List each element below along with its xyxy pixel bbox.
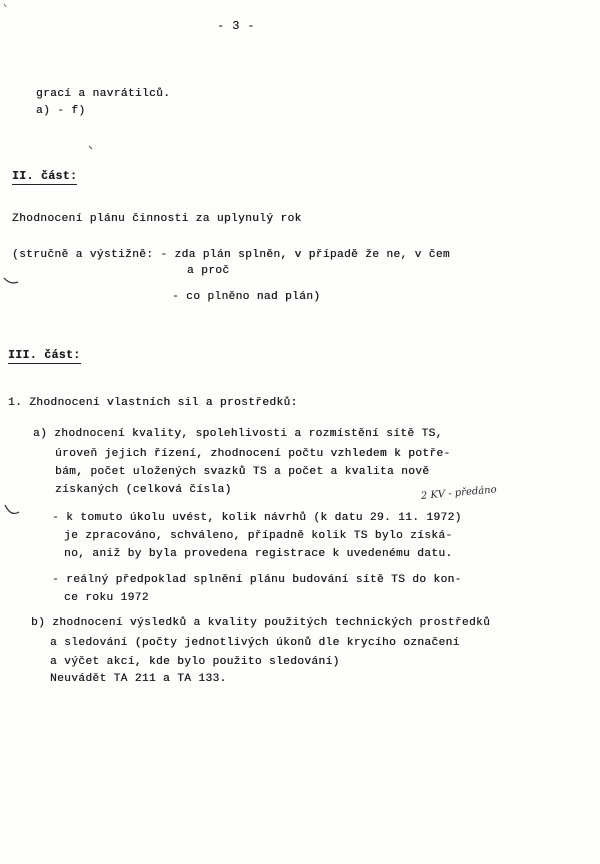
bullet-line: - k tomuto úkolu uvést, kolik návrhů (k datu 29. 11. 1972) [52,512,462,524]
item-a-line: bám, počet uložených svazků TS a počet a kvalita nově [55,466,430,478]
hole-punch-mark-upper [2,272,20,288]
bullet-line: no, aniž by byla provedena registrace k uvedenému datu. [64,548,453,560]
item-a-line: úroveň jejich řízení, zhodnocení počtu vzhledem k potře- [55,448,451,460]
section2-note-line2: a proč [187,265,230,277]
section2-heading: II. část: [12,170,78,183]
bullet-line: - reálný předpoklad splnění plánu budování sítě TS do kon- [52,574,462,586]
item-a-line: a) zhodnocení kvality, spolehlivosti a rozmístění sítě TS, [33,428,443,440]
section3-heading: III. část: [8,349,81,362]
item-b-line: b) zhodnocení výsledků a kvality použitých technických prostředků [31,617,491,629]
handwritten-annotation: 2 KV - předáno [420,484,498,502]
section2-title: Zhodnocení plánu činnosti za uplynulý rok [12,213,302,225]
item-b-line: a výčet akcí, kde bylo použito sledování) [50,656,340,668]
section2-note-line1: (stručně a výstižně: - zda plán splněn, v případě že ne, v čem [12,249,450,261]
intro-list-ref: a) - f) [36,105,86,117]
ink-speck [88,145,94,151]
ink-speck [3,3,9,9]
page-number: - 3 - [217,19,255,33]
item-a-line: získaných (celková čísla) [55,484,232,496]
hole-punch-mark-lower [2,500,22,520]
intro-line: grací a navrátilců. [36,88,171,100]
section2-note-line3: - co plněno nad plán) [172,291,321,303]
item-b-line: Neuvádět TA 211 a TA 133. [50,673,227,685]
item1-title: 1. Zhodnocení vlastních sil a prostředků: [8,397,298,409]
item-b-line: a sledování (počty jednotlivých úkonů dle krycího označení [50,637,460,649]
bullet-line: ce roku 1972 [64,592,149,604]
bullet-line: je zpracováno, schváleno, případně kolik TS bylo získá- [64,530,453,542]
